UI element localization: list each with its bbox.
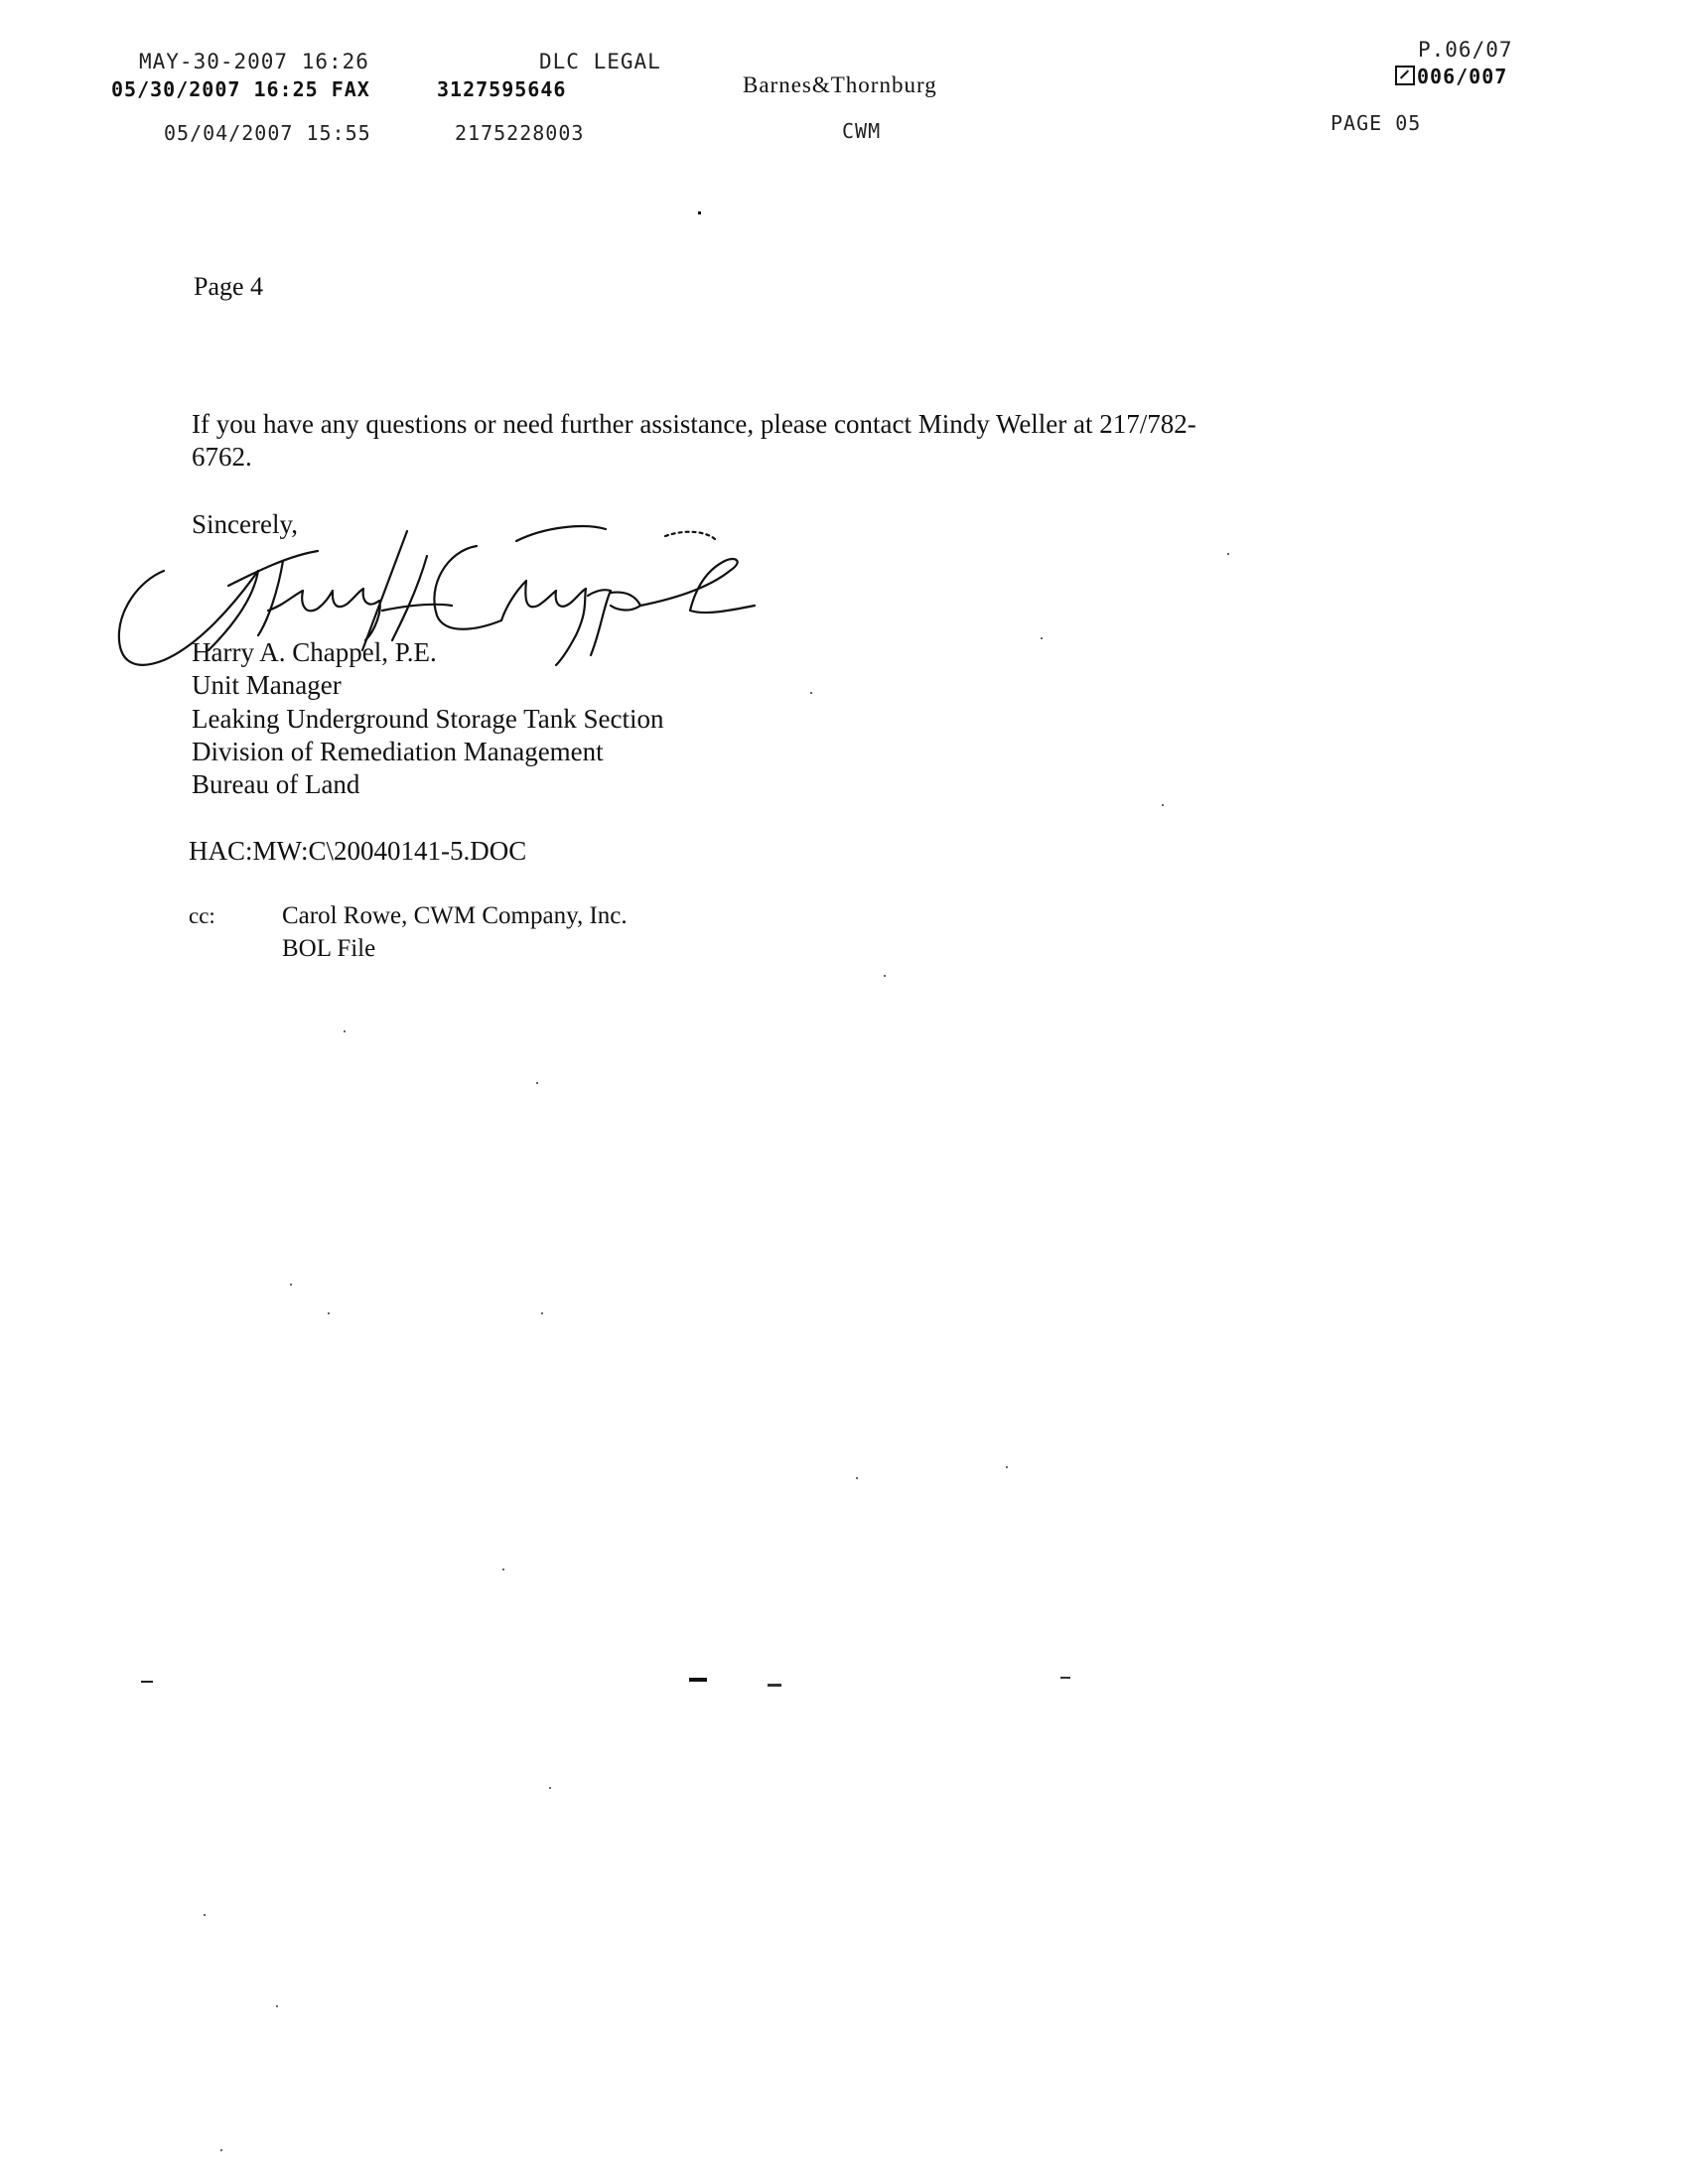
fax-line3-page: PAGE 05 [1331, 111, 1422, 135]
cc-label: cc: [189, 903, 215, 928]
scan-speck [549, 1787, 551, 1789]
signatory-section: Leaking Underground Storage Tank Section [192, 704, 664, 734]
signatory-division: Division of Remediation Management [192, 737, 604, 766]
cc-list [282, 899, 628, 965]
fax-line2-page-group [1395, 65, 1507, 88]
scan-speck [204, 1914, 206, 1916]
fax-line2-page: 006/007 [1417, 65, 1508, 88]
scan-speck [328, 1312, 330, 1314]
cc-recipient: Carol Rowe, CWM Company, Inc. [282, 902, 628, 929]
document-reference: HAC:MW:C\20040141-5.DOC [189, 836, 527, 866]
salutation: Sincerely, [192, 509, 298, 539]
fax-line1-sender: DLC LEGAL [539, 50, 661, 73]
scan-speck [698, 211, 701, 214]
scan-speck [290, 1284, 292, 1286]
scan-speck [689, 1678, 707, 1682]
closing-paragraph-line2: 6762. [192, 442, 252, 472]
scan-speck [1162, 804, 1164, 806]
fax-page-box-icon [1395, 66, 1415, 85]
scan-speck [536, 1082, 538, 1084]
scan-speck [884, 975, 886, 977]
cc-recipient: BOL File [282, 935, 376, 962]
fax-line3-datetime: 05/04/2007 15:55 [164, 121, 371, 145]
scan-speck [502, 1569, 504, 1570]
closing-paragraph-line1: If you have any questions or need further assistance, please contact Mindy Weller at 217/782- [192, 409, 1196, 439]
scan-speck [1227, 553, 1229, 555]
signatory-bureau: Bureau of Land [192, 769, 360, 799]
scan-speck [1060, 1677, 1070, 1679]
scan-speck [220, 2149, 222, 2151]
scan-speck [276, 2005, 278, 2007]
scan-speck [141, 1681, 153, 1683]
scan-speck [541, 1312, 543, 1314]
fax-line2-firm: Barnes&Thornburg [743, 72, 937, 97]
scan-speck [1041, 637, 1043, 639]
signatory-name: Harry A. Chappel, P.E. [192, 637, 437, 667]
scan-speck [344, 1030, 346, 1032]
fax-line2-number: 3127595646 [437, 77, 567, 101]
fax-line1-page: P.06/07 [1418, 38, 1513, 62]
scan-speck [810, 692, 812, 694]
fax-line2-datetime: 05/30/2007 16:25 FAX [111, 77, 370, 101]
scan-speck [1006, 1466, 1008, 1468]
fax-line3-number: 2175228003 [455, 121, 585, 145]
fax-line1-datetime: MAY-30-2007 16:26 [139, 50, 369, 73]
scan-speck [856, 1477, 858, 1479]
scan-speck [768, 1684, 781, 1687]
fax-line3-sender: CWM [842, 119, 882, 143]
page-label: Page 4 [194, 272, 264, 301]
signatory-title: Unit Manager [192, 670, 342, 700]
